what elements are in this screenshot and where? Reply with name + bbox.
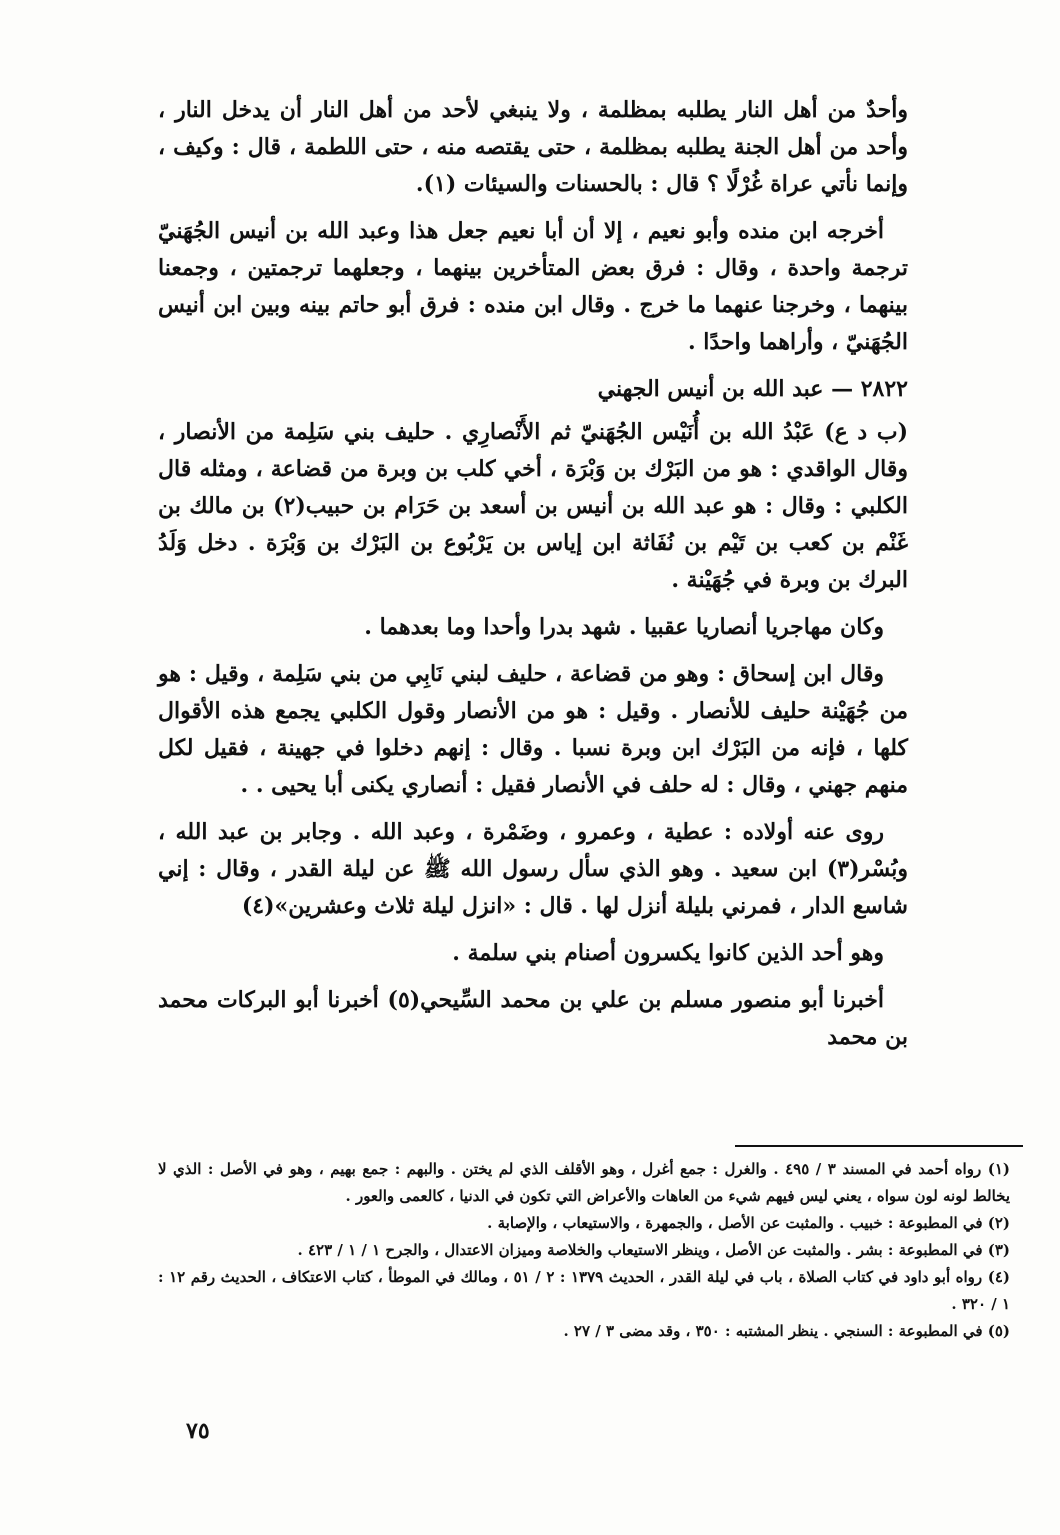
footnote-3: (٣) في المطبوعة : بشر . والمثبت عن الأصل ، وينظر الاستيعاب والخلاصة وميزان الاعتدال ، والجرح ١ / ١ / ٤٢٣ .	[297, 1241, 1010, 1259]
entry-paragraph-1: (ب د ع) عَبْدُ الله بن أُنَيْس الجُهَنيّ ثم الأَنْصارِي . حليف بني سَلِمة من الأنصار ، وقال الواقدي : هو من البَرْك بن وَبْرَة ، أخي كلب بن وبرة من قضاعة ، ومثله قال الكلبي : وقال : هو عبد الله بن أنيس بن أسعد بن حَرَام بن حبيب(٢) بن مالك بن غَنْم بن كعب بن تَيْم بن نُفَاثة ابن إياس بن يَرْبُوع بن البَرْك بن وَبْرَة . دخل وَلَدُ البرك بن وبرة في جُهَيْنة .	[158, 419, 908, 593]
entry-paragraph-6: أخبرنا أبو منصور مسلم بن علي بن محمد السِّيحي(٥) أخبرنا أبو البركات محمد بن محمد	[158, 987, 908, 1050]
paragraph-2: أخرجه ابن منده وأبو نعيم ، إلا أن أبا نعيم جعل هذا وعبد الله بن أنيس الجُهَنيّ ترجمة واحدة ، وقال : فرق بعض المتأخرين بينهما ، وجعلهما ترجمتين ، وجمعنا بينهما ، وخرجنا عنهما ما خرج . وقال ابن منده : فرق أبو حاتم بينه وبين ابن أنيس الجُهَنيّ ، وأراهما واحدًا .	[158, 218, 908, 355]
footnote-5: (٥) في المطبوعة : السنجي . ينظر المشتبه : ٣٥٠ ، وقد مضى ٣ / ٢٧ .	[563, 1322, 1010, 1340]
entry-paragraph-3: وقال ابن إسحاق : وهو من قضاعة ، حليف لبني نَابِي من بني سَلِمة ، وقيل : هو من جُهَيْنة حليف للأنصار . وقيل : هو من الأنصار وقول الكلبي يجمع هذه الأقوال كلها ، فإنه من البَرْك ابن وبرة نسبا . وقال : إنهم دخلوا في جهينة ، فقيل لكل منهم جهني ، وقال : له حلف في الأنصار فقيل : أنصاري يكنى أبا يحيى . .	[158, 661, 908, 798]
paragraph-1: وأحدٌ من أهل النار يطلبه بمظلمة ، ولا ينبغي لأحد من أهل النار أن يدخل النار ، وأحد من أهل الجنة يطلبه بمظلمة ، حتى يقتصه منه ، حتى اللطمة ، قال : وكيف ، وإنما نأتي عراة غُرْلًا ؟ قال : بالحسنات والسيئات (١).	[158, 97, 908, 197]
page-number: ٧٥	[186, 1418, 210, 1444]
entry-heading: ٢٨٢٢ — عبد الله بن أنيس الجهني	[597, 376, 908, 402]
footnote-4: (٤) رواه أبو داود في كتاب الصلاة ، باب في ليلة القدر ، الحديث ١٣٧٩ : ٢ / ٥١ ، ومالك في الموطأ ، كتاب الاعتكاف ، الحديث رقم ١٢ : ١ / ٣٢٠ .	[158, 1268, 1010, 1313]
footnotes	[158, 1156, 1010, 1345]
entry-paragraph-2: وكان مهاجريا أنصاريا عقبيا . شهد بدرا وأحدا وما بعدهما .	[364, 614, 884, 640]
main-text	[158, 92, 908, 1066]
footnote-separator	[735, 1145, 1023, 1147]
footnote-2: (٢) في المطبوعة : خبيب . والمثبت عن الأصل ، والجمهرة ، والاستيعاب ، والإصابة .	[487, 1214, 1010, 1232]
entry-paragraph-4: روى عنه أولاده : عطية ، وعمرو ، وضَمْرة ، وعبد الله . وجابر بن عبد الله ، وبُسْر(٣) ابن سعيد . وهو الذي سأل رسول الله ﷺ عن ليلة القدر ، وقال : إني شاسع الدار ، فمرني بليلة أنزل لها . قال : «انزل ليلة ثلاث وعشرين»(٤)	[158, 819, 908, 919]
footnote-1: (١) رواه أحمد في المسند ٣ / ٤٩٥ . والغرل : جمع أغرل ، وهو الأقلف الذي لم يختن . والبهم : جمع بهيم ، وهو في الأصل : الذي لا يخالط لونه لون سواه ، يعني ليس فيهم شيء من العاهات والأعراض التي تكون في الدنيا ، كالعمى والعور .	[158, 1160, 1010, 1205]
entry-paragraph-5: وهو أحد الذين كانوا يكسرون أصنام بني سلمة .	[452, 940, 884, 966]
